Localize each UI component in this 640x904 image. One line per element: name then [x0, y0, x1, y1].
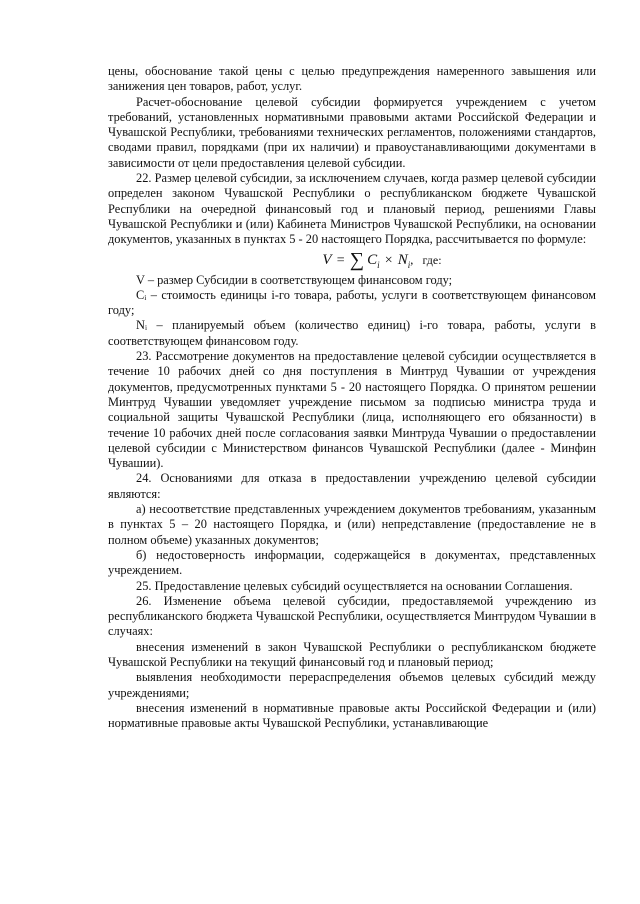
formula-lhs: V [322, 251, 332, 268]
paragraph-24-refusal-grounds: 24. Основаниями для отказа в предоставлении учреждению целевой субсидии являются: [108, 471, 596, 501]
formula-quantity-index: i [407, 259, 411, 270]
definition-n: Nᵢ – планируемый объем (количество единиц) i-го товара, работы, услуги в соответствующем финансовом году. [108, 318, 596, 348]
paragraph-22-subsidy-size: 22. Размер целевой субсидии, за исключением случаев, когда размер целевой субсидии определен законом Чувашской Республики о республиканском бюджете Чувашской Республики на очередной финансовый год и плановый период, решениями Главы Чувашской Республики и (или) Кабинета Министров Чувашской Республики, на основании документов, указанных в пунктах 5 - 20 настоящего Порядка, рассчитывается по формуле: [108, 171, 596, 247]
case-legal-acts-change: внесения изменений в нормативные правовые акты Российской Федерации и (или) нормативные правовые акты Чувашской Республики, устанавливающие [108, 700, 596, 731]
formula-where-label: где: [422, 252, 442, 267]
definition-c: Cᵢ – стоимость единицы i-го товара, работы, услуги в соответствующем финансовом году; [108, 287, 596, 318]
paragraph-calculation-basis: Расчет-обоснование целевой субсидии формируется учреждением с учетом требований, установленных нормативными правовыми актами Российской Федерации и Чувашской Республики, требованиями технических регламентов, положениями стандартов, сводами правил, порядками (при их наличии) и правоустанавливающими документами в зависимости от цели предоставления целевой субсидии. [108, 94, 596, 170]
formula-cost-term: C [367, 251, 378, 268]
paragraph-23-review: 23. Рассмотрение документов на предоставление целевой субсидии осуществляется в течение 10 рабочих дней со дня поступления в Минтруд Чувашии от учреждения документов, предусмотренных пунктами 5 - 20 настоящего Порядка. О принятом решении Минтруд Чувашии уведомляет учреждение письмом за подписью министра труда и социальной защиты Чувашской Республики (лица, исполняющего его обязанности) в течение 10 рабочих дней после согласования заявки Минтруда Чувашии о предоставлении целевой субсидии с Министерством финансов Чувашской Республики (далее - Минфин Чувашии). [108, 349, 596, 471]
paragraph-price-justification: цены, обоснование такой цены с целью предупреждения намеренного завышения или занижения цен товаров, работ, услуг. [108, 64, 596, 94]
paragraph-25-agreement: 25. Предоставление целевых субсидий осуществляется на основании Соглашения. [136, 578, 573, 593]
definition-v: V – размер Субсидии в соответствующем финансовом году; [136, 272, 453, 287]
formula-comma: , [410, 252, 414, 267]
case-budget-law-change: внесения изменений в закон Чувашской Республики о республиканском бюджете Чувашской Республики на текущий финансовый год и плановый период; [108, 639, 596, 669]
list-item-b: б) недостоверность информации, содержащейся в документах, представленных учреждением. [108, 547, 596, 578]
subsidy-formula [108, 250, 596, 270]
formula-cost-index: i [377, 259, 380, 270]
formula-sum-symbol: ∑ [349, 248, 364, 271]
list-item-a: а) несоответствие представленных учреждением документов требованиям, указанным в пунктах 5 – 20 настоящего Порядка, и (или) непредставление (предоставление не в полном объеме) указанных документов; [108, 502, 596, 547]
formula-equals: = [336, 252, 345, 268]
formula-times: × [384, 252, 393, 268]
paragraph-26-volume-change: 26. Изменение объема целевой субсидии, предоставляемой учреждению из республиканского бюджета Чувашской Республики, осуществляется Минтрудом Чувашии в случаях: [108, 593, 596, 639]
formula-quantity-term: N [397, 251, 408, 268]
case-redistribution: выявления необходимости перераспределения объемов целевых субсидий между учреждениями; [108, 670, 596, 700]
